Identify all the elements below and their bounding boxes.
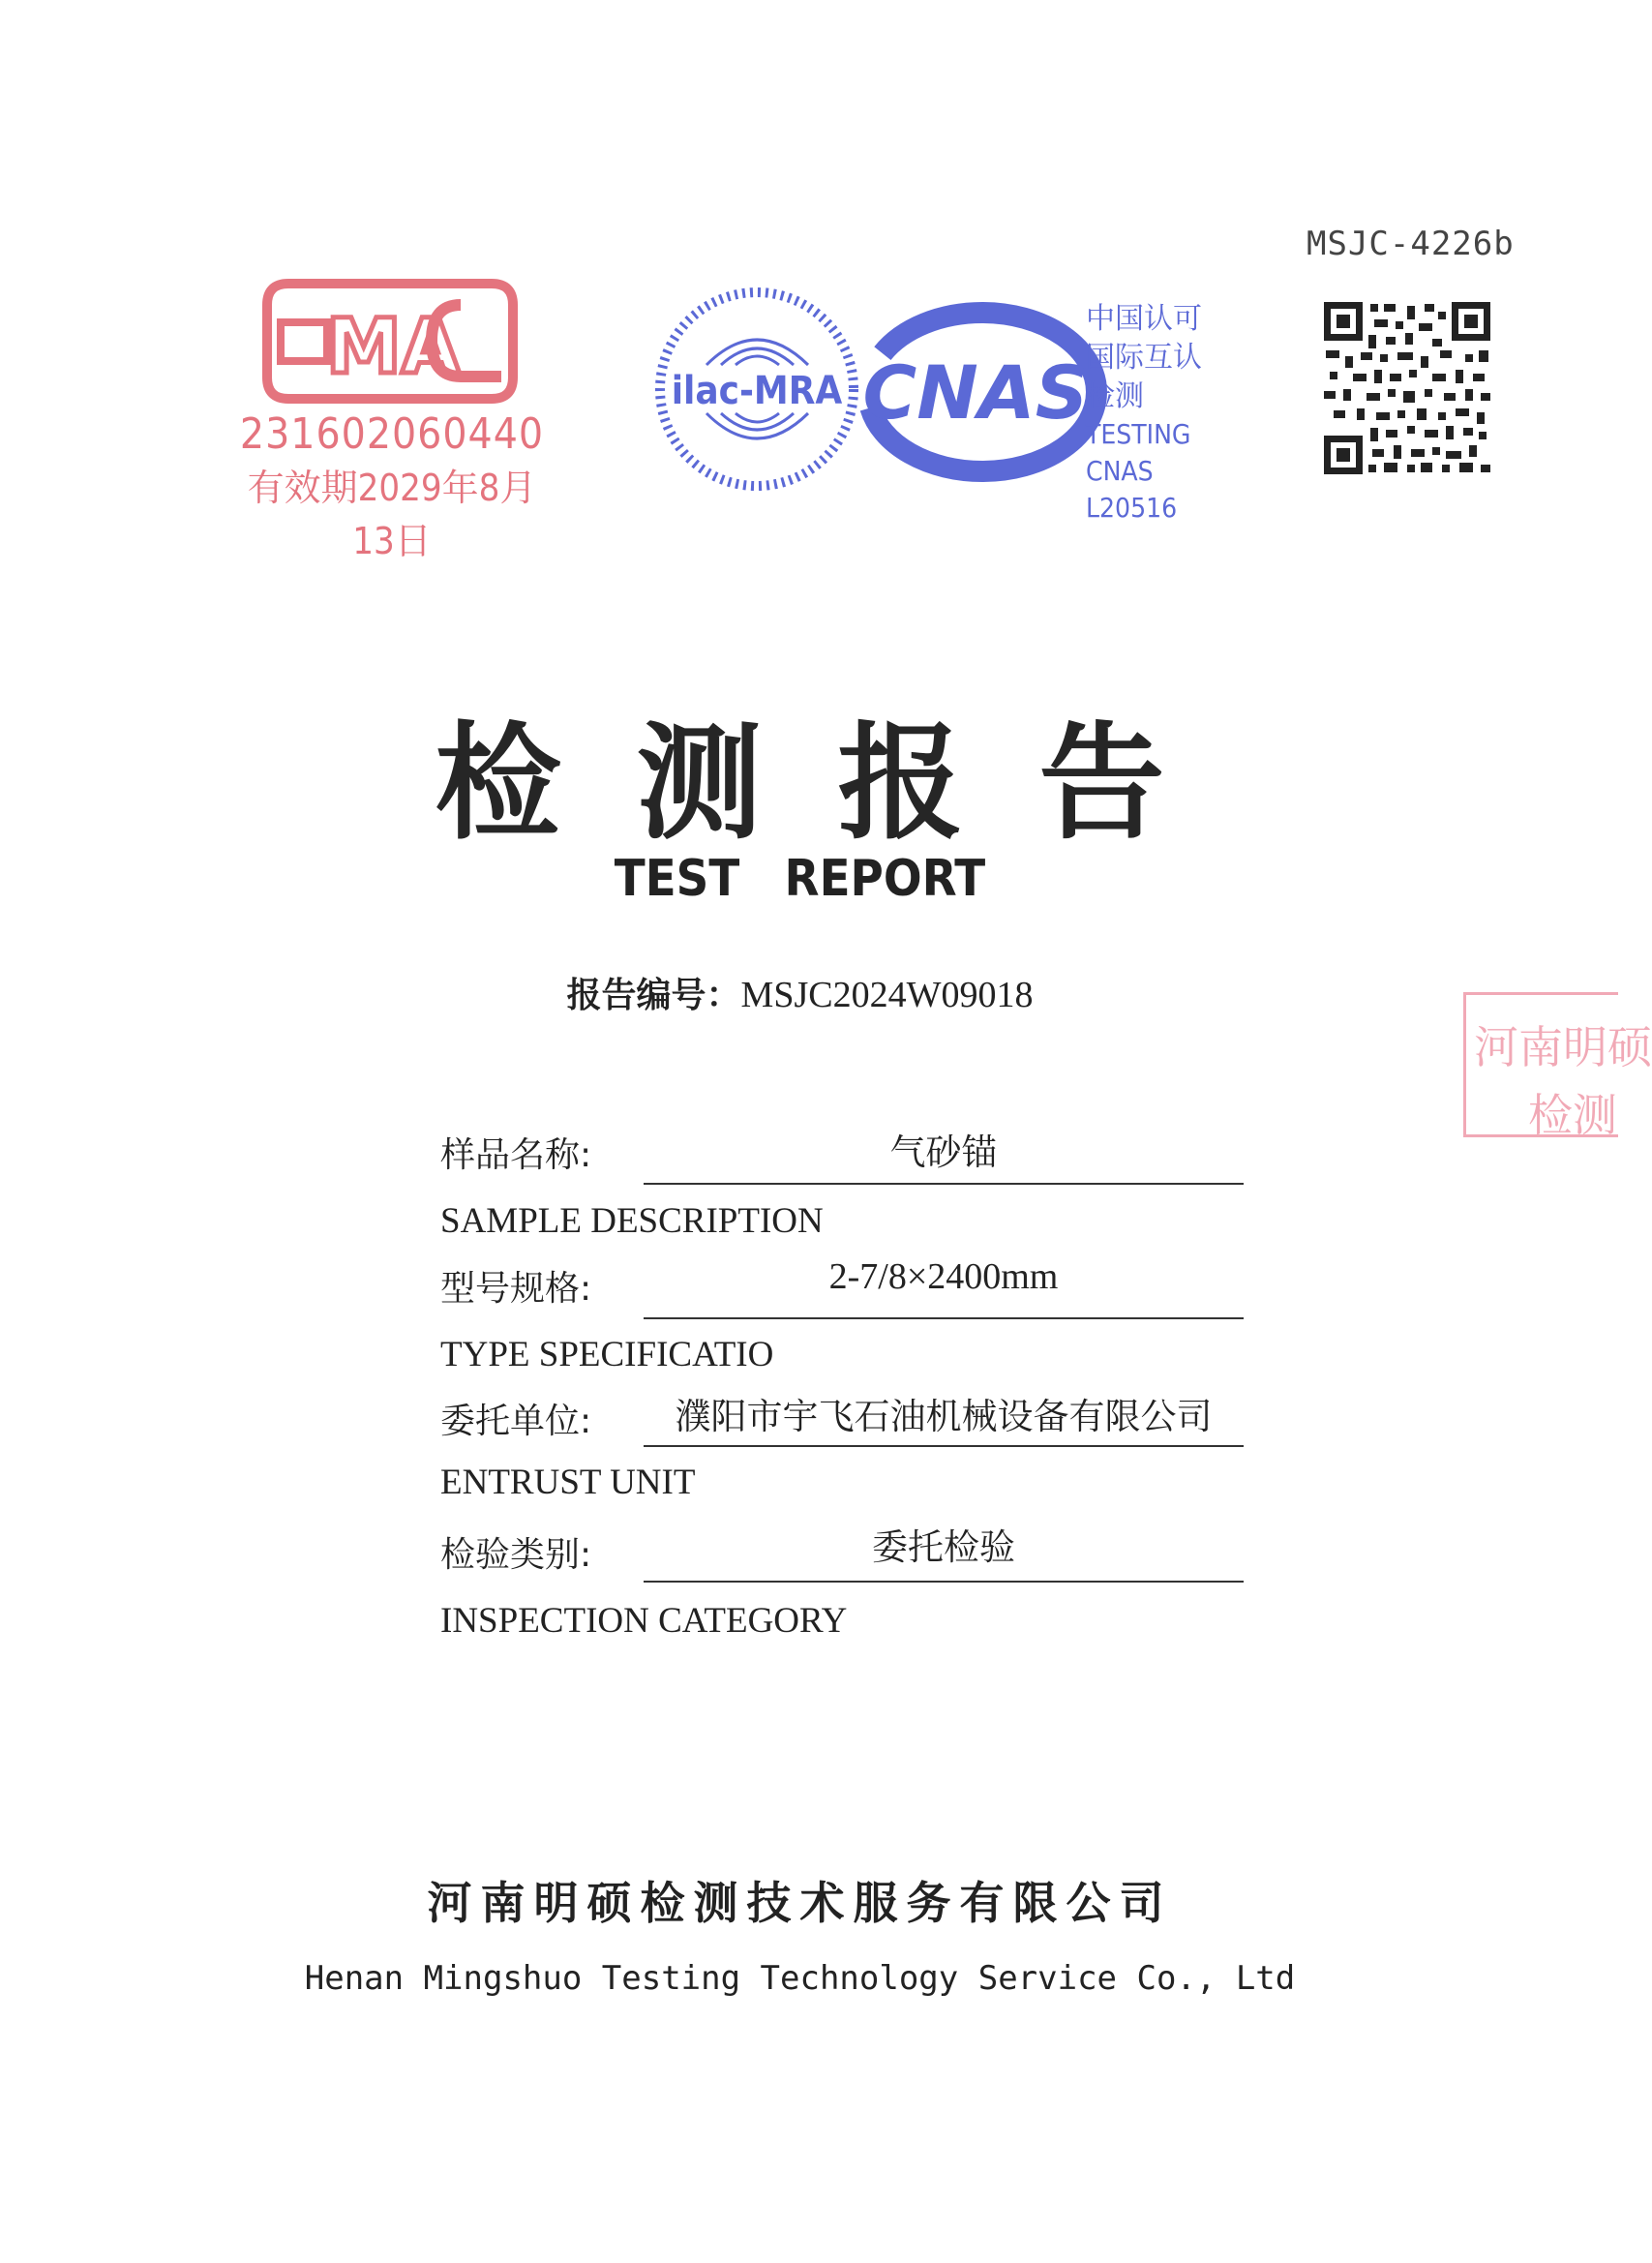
- qr-code-icon[interactable]: [1324, 302, 1490, 474]
- type-spec-value: 2-7/8×2400mm: [828, 1256, 1059, 1297]
- entrust-unit-english-label: ENTRUST UNIT: [440, 1463, 696, 1502]
- side-stamp-line-1: 河南明硕: [1474, 1021, 1652, 1073]
- cma-number: 231602060440: [239, 409, 545, 459]
- cnas-line-5: CNAS L20516: [1086, 455, 1178, 524]
- ilac-mra-logo-icon: [653, 286, 861, 494]
- title-english: TEST REPORT: [614, 850, 986, 908]
- side-stamp-line-2: 检测: [1528, 1089, 1617, 1141]
- sample-name-label: 样品名称:: [440, 1135, 592, 1175]
- company-name-english: Henan Mingshuo Testing Technology Service Co., Ltd: [304, 1959, 1296, 1998]
- report-number-label: 报告编号：: [566, 976, 741, 1015]
- entrust-unit-label: 委托单位:: [440, 1402, 592, 1441]
- type-specification-label: TYPE SPECIFICATIO: [440, 1335, 774, 1374]
- inspection-category-label-cn: 检验类别:: [440, 1535, 592, 1575]
- cnas-line-4: TESTING: [1086, 418, 1191, 450]
- cma-logo-text: MA: [326, 304, 460, 391]
- cma-logo-icon: [259, 276, 521, 407]
- cnas-line-1: 中国认可: [1086, 302, 1202, 336]
- report-number-value: MSJC2024W09018: [740, 975, 1034, 1015]
- sample-name-underline: [644, 1183, 1244, 1185]
- inspection-category-underline: [644, 1581, 1244, 1583]
- report-number: [0, 968, 1600, 1017]
- title-chinese: 检测报告: [435, 709, 1241, 857]
- document-code: MSJC-4226b: [1307, 225, 1515, 263]
- sample-name-value: 气砂锚: [889, 1132, 998, 1173]
- side-seal-stamp: [1463, 992, 1652, 1141]
- ilac-mra-logo-text: ilac-MRA: [671, 369, 843, 413]
- cma-validity: 有效期2029年8月13日: [247, 467, 537, 562]
- type-spec-label: 型号规格:: [440, 1269, 592, 1309]
- cnas-logo-text: CNAS: [862, 349, 1089, 436]
- sample-description-label: SAMPLE DESCRIPTION: [440, 1201, 824, 1241]
- entrust-unit-value: 濮阳市宇飞石油机械设备有限公司: [675, 1396, 1213, 1437]
- type-spec-underline: [644, 1317, 1244, 1319]
- inspection-category-label: INSPECTION CATEGORY: [440, 1601, 848, 1641]
- cnas-line-2: 国际互认: [1086, 341, 1202, 375]
- inspection-category-value: 委托检验: [872, 1526, 1015, 1568]
- cnas-logo-icon: [852, 300, 1113, 484]
- cnas-caption: [1086, 300, 1241, 527]
- company-name-chinese: 河南明硕检测技术服务有限公司: [427, 1877, 1173, 1929]
- entrust-unit-underline: [644, 1445, 1244, 1447]
- cnas-line-3: 检测: [1086, 379, 1144, 413]
- cma-stamp: [232, 276, 545, 562]
